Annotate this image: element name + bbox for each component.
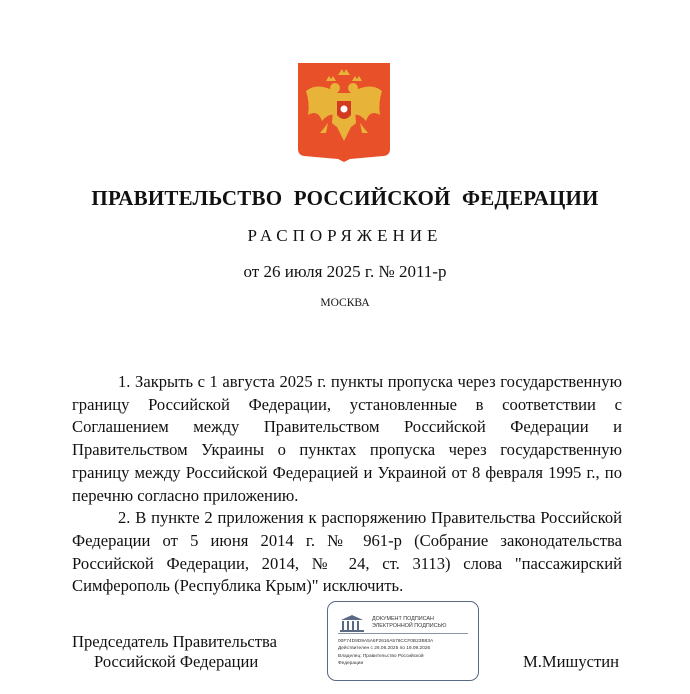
- document-body: [72, 371, 622, 598]
- coat-of-arms-emblem: [298, 63, 390, 162]
- paragraph-1: 1. Закрыть с 1 августа 2025 г. пункты пропуска через государственную границу Российской Федерации, установленные в соответствии с Соглашением между Правительством Российской Федерации и Правительством Украины о пунктах пропуска через государственную границу между Российской Федерацией и Украиной от 8 февраля 1995 г., по перечню согласно приложению.: [72, 372, 622, 505]
- document-date-number: от 26 июля 2025 г. № 2011-р: [243, 262, 447, 281]
- stamp-divider: [338, 633, 468, 634]
- stamp-serial: 00F74D9D9A5A6F2616A576CCF0B23B83A: [338, 639, 434, 644]
- document-city: МОСКВА: [320, 297, 370, 309]
- building-icon: [338, 613, 366, 633]
- signatory-name: М.Мишустин: [523, 652, 619, 671]
- document-type: РАСПОРЯЖЕНИЕ: [247, 226, 443, 245]
- stamp-heading: ДОКУМЕНТ ПОДПИСАН ЭЛЕКТРОННОЙ ПОДПИСЬЮ: [372, 616, 447, 629]
- electronic-signature-stamp: [327, 601, 479, 681]
- stamp-owner-line2: Федерации: [338, 661, 364, 667]
- signatory-position-line1: Председатель Правительства: [72, 632, 277, 651]
- signatory-position: [72, 632, 277, 672]
- government-title: ПРАВИТЕЛЬСТВО РОССИЙСКОЙ ФЕДЕРАЦИИ: [91, 186, 599, 210]
- signatory-position-line2: Российской Федерации: [94, 652, 259, 671]
- stamp-info: [338, 638, 433, 668]
- stamp-validity: Действителен с 26.06.2025 по 19.09.2026: [338, 646, 431, 652]
- stamp-owner: Владелец: Правительство Российской: [338, 653, 424, 659]
- paragraph-2: 2. В пункте 2 приложения к распоряжению Правительства Российской Федерации от 5 июня 2014 г. № 961-р (Собрание законодательства Российской Федерации, 2014, № 24, ст. 3113) слова "пассажирский Симферополь (Республика Крым)" исключить.: [72, 508, 622, 596]
